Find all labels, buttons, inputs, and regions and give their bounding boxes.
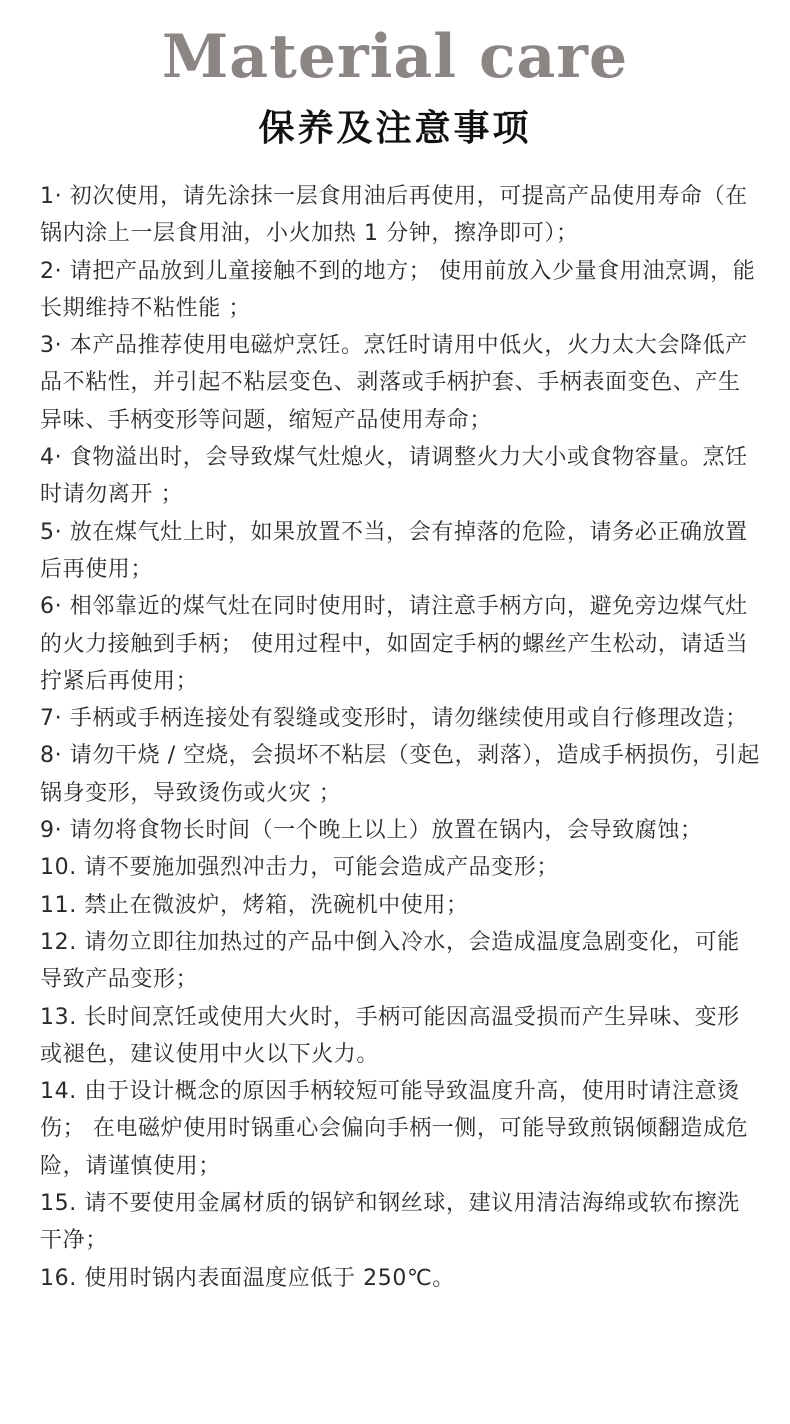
care-item-11: 11. 禁止在微波炉，烤箱，洗碗机中使用； [40, 892, 469, 918]
care-item-7: 7· 手柄或手柄连接处有裂缝或变形时，请勿继续使用或自行修理改造； [40, 706, 748, 732]
care-item-16: 16. 使用时锅内表面温度应低于 250℃。 [40, 1265, 455, 1291]
care-item-2: 2· 请把产品放到儿童接触不到的地方； 使用前放入少量食用油烹调，能长期维持不粘性能 ； [40, 258, 756, 321]
care-item-3: 3· 本产品推荐使用电磁炉烹饪。烹饪时请用中低火，火力太大会降低产品不粘性，并引起不粘层变色、剥落或手柄护套、手柄表面变色、产生异味、手柄变形等问题，缩短产品使用寿命； [40, 333, 748, 433]
care-item-12: 12. 请勿立即往加热过的产品中倒入冷水，会造成温度急剧变化，可能导致产品变形； [40, 929, 740, 993]
care-item-5: 5· 放在煤气灶上时，如果放置不当，会有掉落的危险，请务必正确放置后再使用； [40, 519, 748, 582]
care-item-8: 8· 请勿干烧 / 空烧，会损坏不粘层（变色，剥落），造成手柄损伤，引起锅身变形，导致烫伤或火灾 ； [40, 743, 760, 806]
care-item-9: 9· 请勿将食物长时间（一个晚上以上）放置在锅内，会导致腐蚀； [40, 818, 703, 844]
care-instructions-list [40, 178, 760, 1297]
care-item-1: 1· 初次使用，请先涂抹一层食用油后再使用，可提高产品使用寿命（在锅内涂上一层食用油，小火加热 1 分钟，擦净即可）； [40, 184, 748, 247]
care-item-14: 14. 由于设计概念的原因手柄较短可能导致温度升高，使用时请注意烫伤； 在电磁炉使用时锅重心会偏向手柄一侧，可能导致煎锅倾翻造成危险，请谨慎使用； [40, 1079, 749, 1179]
care-item-4: 4· 食物溢出时，会导致煤气灶熄火，请调整火力大小或食物容量。烹饪时请勿离开 ； [40, 445, 748, 508]
page-title-chinese: 保养及注意事项 [258, 108, 532, 149]
care-item-13: 13. 长时间烹饪或使用大火时，手柄可能因高温受损而产生异味、变形或褪色，建议使用中火以下火力。 [40, 1004, 740, 1067]
care-item-10: 10. 请不要施加强烈冲击力，可能会造成产品变形； [40, 855, 559, 881]
page-title-english: Material care [161, 22, 629, 92]
care-item-6: 6· 相邻靠近的煤气灶在同时使用时，请注意手柄方向，避免旁边煤气灶的火力接触到手柄； 使用过程中，如固定手柄的螺丝产生松动，请适当拧紧后再使用； [40, 594, 749, 694]
care-item-15: 15. 请不要使用金属材质的锅铲和钢丝球，建议用清洁海绵或软布擦洗干净； [40, 1191, 740, 1254]
